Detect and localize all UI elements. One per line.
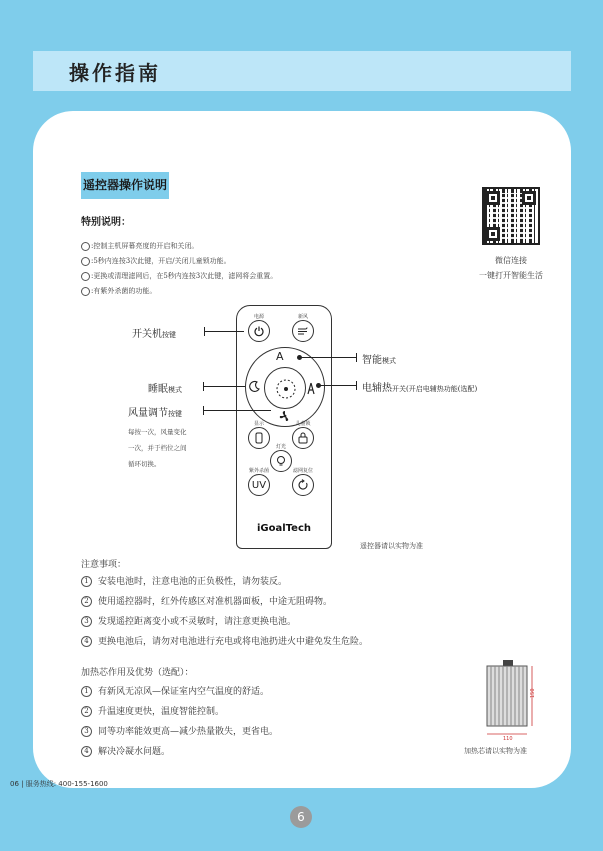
sleep-button[interactable] [249,380,261,395]
heater-disclaimer: 加热芯请以实物为准 [464,747,527,755]
callout-aux-heat: 电辅热开关(开启电辅热功能(选配) [362,383,478,394]
page-number: 6 [290,806,312,828]
heater-core-illustration [483,660,538,740]
list-item: 3 发现遥控距离变小或不灵敏时，请注意更换电池。 [81,612,368,632]
header-band [33,51,571,91]
page-title: 操作指南 [69,61,161,85]
remote-disclaimer: 遥控器请以实物为准 [360,542,423,550]
heater-width-label: 110 [503,736,513,740]
qr-code [482,187,540,245]
center-button[interactable] [264,367,306,409]
heat-heading: 加热芯作用及优势（选配）： [81,668,194,678]
fan-button-label: 新风 [297,314,308,320]
heater-height-label: 150 [530,688,536,698]
callout-sleep: 睡眠模式 [148,384,182,395]
filter-reset-button[interactable] [292,474,314,496]
uv-button[interactable]: UV [248,474,270,496]
list-item: 1 有新风无凉风—保证室内空气温度的舒适。 [81,682,278,702]
special-note-heading: 特别说明： [81,217,131,228]
attention-heading: 注意事项： [81,560,127,570]
heat-list [81,682,278,762]
attention-list [81,572,368,652]
refresh-icon [297,479,309,491]
section-title: 遥控器操作说明 [81,172,169,199]
bulb-icon [276,455,286,467]
callout-smart: 智能模式 [362,355,396,366]
note-item: :有紫外杀菌的功能。 [81,284,277,299]
list-item: 2 升温速度更快，温度智能控制。 [81,702,278,722]
aux-heat-button[interactable] [306,380,316,399]
list-item: 1 安装电池时，注意电池的正负极性，请勿装反。 [81,572,368,592]
display-button-label: 显示 [253,421,264,427]
note-item: :5秒内连按3次此键，开启/关闭儿童锁功能。 [81,254,277,269]
child-lock-icon [81,257,90,266]
power-button[interactable] [248,320,270,342]
wechat-subcaption: 一键打开智能生活 [479,271,543,280]
uv-icon [81,287,90,296]
wind-icon [297,326,309,336]
heat-icon [306,382,316,395]
service-hotline: 06 | 服务热线: 400-155-1600 [10,780,108,788]
wechat-caption: 微信连接 [495,256,527,265]
sensor-icon [265,368,307,410]
note-item: :控制主机屏幕亮度的开启和关闭。 [81,239,277,254]
lock-icon [298,432,308,444]
note-item: :更换或清理滤网后，在5秒内连按3次此键，滤网将会重置。 [81,269,277,284]
power-button-label: 电源 [253,314,264,320]
display-icon [81,242,90,251]
smart-mode-button[interactable]: A [276,350,284,363]
remote-control [236,305,332,549]
power-icon [253,325,265,337]
notes-list [81,239,277,299]
list-item: 3 同等功率能效更高—减少热量散失，更省电。 [81,722,278,742]
list-item: 4 更换电池后，请勿对电池进行充电或将电池扔进火中避免发生危险。 [81,632,368,652]
filter-reset-icon [81,272,90,281]
reset-button-label: 滤网复位 [292,468,313,474]
lock-button-label: 儿童锁 [295,421,311,427]
list-item: 4 解决冷凝水问题。 [81,742,278,762]
uv-button-label: 紫外杀菌 [248,468,269,474]
list-item: 2 使用遥控器时，红外传感区对准机器面板，中途无阻碍物。 [81,592,368,612]
display-icon [255,432,263,444]
callout-fan-speed: 风量调节按键 [128,408,182,419]
fresh-air-button[interactable] [292,320,314,342]
fan-speed-description: 每按一次，风量变化 一次，并于档位之间 循环切换。 [128,428,187,468]
moon-icon [249,380,261,392]
brand-logo: iGoalTech [256,523,311,534]
light-button-label: 灯光 [275,444,286,450]
callout-power: 开关机按键 [132,329,176,340]
